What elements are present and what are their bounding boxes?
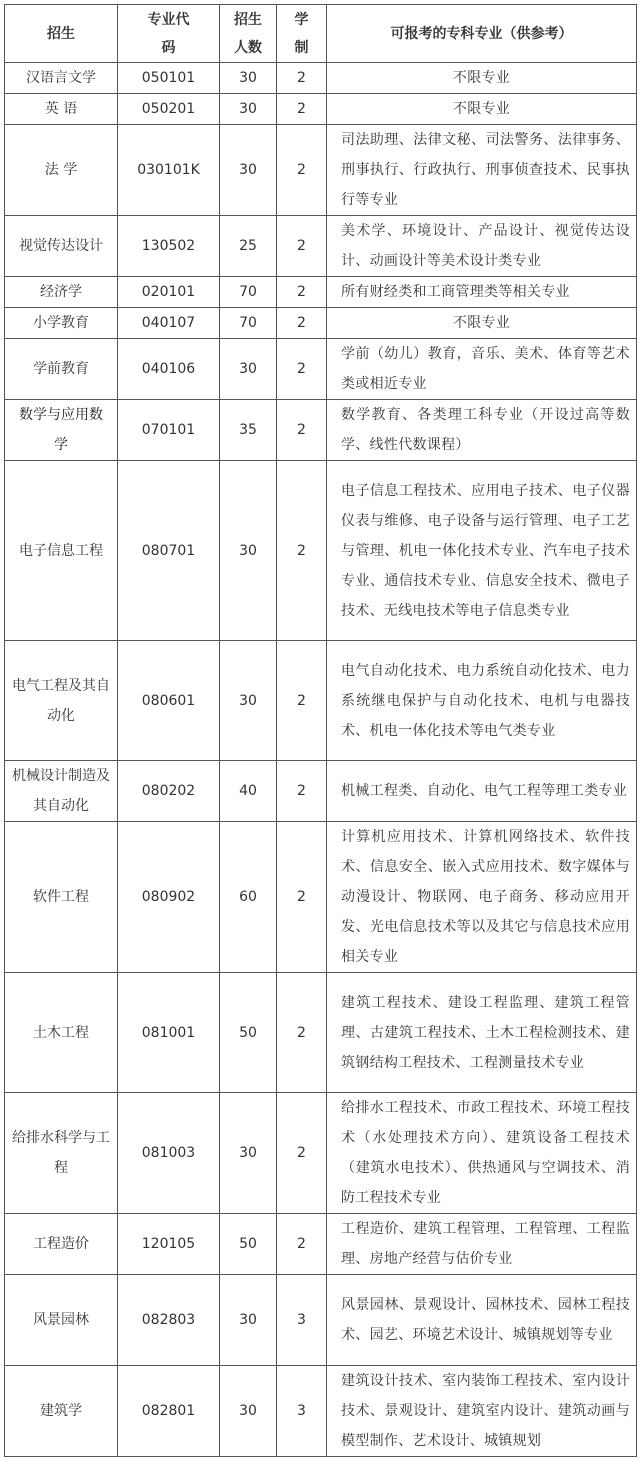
eligible-majors-cell: 电子信息工程技术、应用电子技术、电子仪器仪表与维修、电子设备与运行管理、电子工艺与管理、机电一体化技术专业、汽车电子技术专业、通信技术专业、信息安全技术、微电子技术、无线电技术等电子信息类专业	[327, 461, 637, 641]
major-name-cell: 学前教育	[5, 339, 118, 400]
years-cell: 2	[277, 761, 327, 822]
major-code-cell: 040107	[118, 308, 220, 339]
quota-cell: 30	[220, 125, 277, 216]
quota-cell: 30	[220, 1093, 277, 1214]
major-code-cell: 040106	[118, 339, 220, 400]
years-cell: 3	[277, 1366, 327, 1457]
major-code-cell: 080902	[118, 822, 220, 973]
years-cell: 2	[277, 63, 327, 94]
eligible-majors-cell: 不限专业	[327, 94, 637, 125]
quota-cell: 50	[220, 973, 277, 1093]
major-name-cell: 英 语	[5, 94, 118, 125]
major-name-cell: 软件工程	[5, 822, 118, 973]
eligible-majors-cell: 司法助理、法律文秘、司法警务、法律事务、刑事执行、行政执行、刑事侦查技术、民事执行等专业	[327, 125, 637, 216]
years-cell: 2	[277, 400, 327, 461]
table-row	[5, 94, 637, 125]
major-name-cell: 电气工程及其自动化	[5, 641, 118, 761]
eligible-majors-cell: 机械工程类、自动化、电气工程等理工类专业	[327, 761, 637, 822]
quota-cell: 70	[220, 277, 277, 308]
major-code-cell: 050201	[118, 94, 220, 125]
table-row	[5, 277, 637, 308]
major-name-cell: 小学教育	[5, 308, 118, 339]
quota-cell: 30	[220, 1275, 277, 1366]
major-code-cell: 080701	[118, 461, 220, 641]
years-cell: 2	[277, 1214, 327, 1275]
major-name-cell: 风景园林	[5, 1275, 118, 1366]
eligible-majors-cell: 学前（幼儿）教育，音乐、美术、体育等艺术类或相近专业	[327, 339, 637, 400]
quota-cell: 40	[220, 761, 277, 822]
major-name-cell: 经济学	[5, 277, 118, 308]
table-row	[5, 1093, 637, 1214]
eligible-majors-cell: 数学教育、各类理工科专业（开设过高等数学、线性代数课程）	[327, 400, 637, 461]
major-code-cell: 080202	[118, 761, 220, 822]
major-name-cell: 给排水科学与工 程	[5, 1093, 118, 1214]
eligible-majors-cell: 所有财经类和工商管理类等相关专业	[327, 277, 637, 308]
quota-cell: 30	[220, 1366, 277, 1457]
header-code: 专业代码	[118, 5, 220, 63]
major-name-cell: 机械设计制造及其自动化	[5, 761, 118, 822]
table-row	[5, 339, 637, 400]
header-row	[5, 5, 637, 63]
major-name-cell: 数学与应用数 学	[5, 400, 118, 461]
years-cell: 2	[277, 461, 327, 641]
quota-cell: 30	[220, 63, 277, 94]
quota-cell: 70	[220, 308, 277, 339]
major-name-cell: 视觉传达设计	[5, 216, 118, 277]
major-name-cell: 工程造价	[5, 1214, 118, 1275]
eligible-majors-cell: 风景园林、景观设计、园林技术、园林工程技术、园艺、环境艺术设计、城镇规划等专业	[327, 1275, 637, 1366]
header-name: 招生	[5, 5, 118, 63]
years-cell: 2	[277, 339, 327, 400]
major-code-cell: 030101K	[118, 125, 220, 216]
quota-cell: 50	[220, 1214, 277, 1275]
header-quota: 招生人数	[220, 5, 277, 63]
major-code-cell: 080601	[118, 641, 220, 761]
table-row	[5, 125, 637, 216]
eligible-majors-cell: 建筑设计技术、室内装饰工程技术、室内设计技术、景观设计、建筑室内设计、建筑动画与模型制作、艺术设计、城镇规划	[327, 1366, 637, 1457]
table-row	[5, 641, 637, 761]
major-name-cell: 法 学	[5, 125, 118, 216]
table-row	[5, 1366, 637, 1457]
years-cell: 2	[277, 973, 327, 1093]
years-cell: 2	[277, 308, 327, 339]
major-code-cell: 082801	[118, 1366, 220, 1457]
major-code-cell: 081001	[118, 973, 220, 1093]
table-row	[5, 216, 637, 277]
enrollment-table	[4, 4, 637, 1457]
years-cell: 2	[277, 641, 327, 761]
years-cell: 2	[277, 216, 327, 277]
major-code-cell: 082803	[118, 1275, 220, 1366]
quota-cell: 30	[220, 461, 277, 641]
header-years: 学制	[277, 5, 327, 63]
table-row	[5, 761, 637, 822]
quota-cell: 25	[220, 216, 277, 277]
major-code-cell: 050101	[118, 63, 220, 94]
eligible-majors-cell: 不限专业	[327, 63, 637, 94]
years-cell: 2	[277, 822, 327, 973]
major-name-cell: 建筑学	[5, 1366, 118, 1457]
years-cell: 2	[277, 125, 327, 216]
eligible-majors-cell: 计算机应用技术、计算机网络技术、软件技术、信息安全、嵌入式应用技术、数字媒体与动漫设计、物联网、电子商务、移动应用开发、光电信息技术等以及其它与信息技术应用相关专业	[327, 822, 637, 973]
table-row	[5, 1214, 637, 1275]
major-name-cell: 汉语言文学	[5, 63, 118, 94]
major-name-cell: 土木工程	[5, 973, 118, 1093]
years-cell: 2	[277, 94, 327, 125]
eligible-majors-cell: 美术学、环境设计、产品设计、视觉传达设计、动画设计等美术设计类专业	[327, 216, 637, 277]
table-row	[5, 63, 637, 94]
header-majors: 可报考的专科专业（供参考）	[327, 5, 637, 63]
table-row	[5, 1275, 637, 1366]
quota-cell: 30	[220, 641, 277, 761]
quota-cell: 30	[220, 94, 277, 125]
major-name-cell: 电子信息工程	[5, 461, 118, 641]
major-code-cell: 130502	[118, 216, 220, 277]
major-code-cell: 070101	[118, 400, 220, 461]
quota-cell: 60	[220, 822, 277, 973]
eligible-majors-cell: 给排水工程技术、市政工程技术、环境工程技术（水处理技术方向）、建筑设备工程技术（建筑水电技术）、供热通风与空调技术、消防工程技术专业	[327, 1093, 637, 1214]
years-cell: 2	[277, 277, 327, 308]
table-row	[5, 461, 637, 641]
major-code-cell: 081003	[118, 1093, 220, 1214]
eligible-majors-cell: 建筑工程技术、建设工程监理、建筑工程管理、古建筑工程技术、土木工程检测技术、建筑钢结构工程技术、工程测量技术专业	[327, 973, 637, 1093]
table-row	[5, 973, 637, 1093]
years-cell: 3	[277, 1275, 327, 1366]
major-code-cell: 120105	[118, 1214, 220, 1275]
quota-cell: 35	[220, 400, 277, 461]
table-row	[5, 400, 637, 461]
eligible-majors-cell: 电气自动化技术、电力系统自动化技术、电力系统继电保护与自动化技术、电机与电器技术、机电一体化技术等电气类专业	[327, 641, 637, 761]
table-row	[5, 308, 637, 339]
eligible-majors-cell: 不限专业	[327, 308, 637, 339]
major-code-cell: 020101	[118, 277, 220, 308]
years-cell: 2	[277, 1093, 327, 1214]
table-row	[5, 822, 637, 973]
quota-cell: 30	[220, 339, 277, 400]
eligible-majors-cell: 工程造价、建筑工程管理、工程管理、工程监理、房地产经营与估价专业	[327, 1214, 637, 1275]
